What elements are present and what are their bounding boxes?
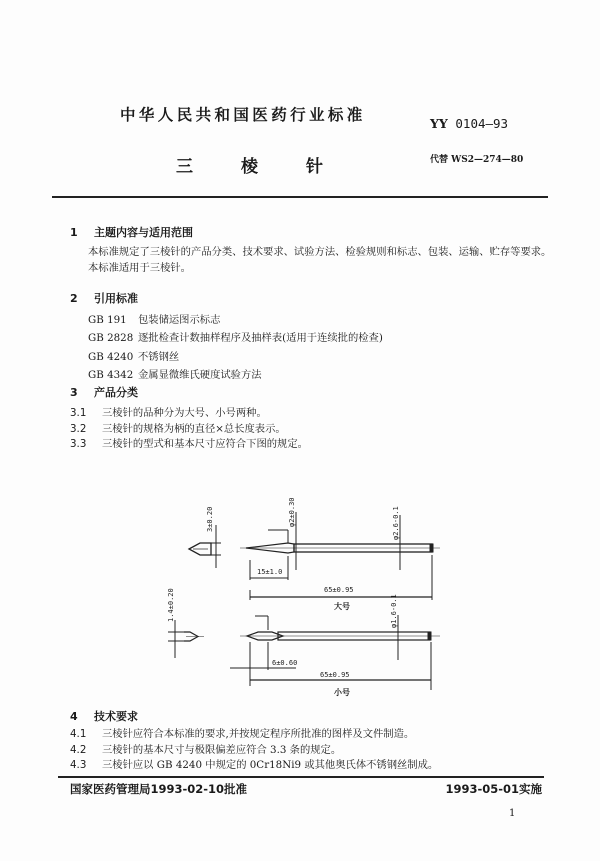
- approval-date: 国家医药管理局1993-02-10批准: [70, 782, 248, 796]
- section-number: 4: [70, 710, 78, 723]
- section-4-items: [70, 727, 438, 774]
- clause-text: 三棱针应符合本标准的要求,并按规定程序所批准的图样及文件制造。: [102, 728, 415, 740]
- large-tip-dim-label: 3±0.20: [206, 506, 214, 532]
- title-char: 棱: [241, 157, 258, 177]
- clause-text: 三棱针的规格为柄的直径×总长度表示。: [102, 422, 286, 435]
- paragraph: 本标准规定了三棱针的产品分类、技术要求、试验方法、检验规则和标志、包装、运输、贮存等要求。: [88, 246, 552, 258]
- small-shank-dia-label: φ1.6-0.1: [390, 594, 398, 628]
- page-number: 1: [509, 808, 516, 819]
- clause-number: 3.2: [70, 422, 87, 435]
- section-title: 产品分类: [94, 386, 138, 399]
- title-char: 三: [176, 157, 193, 177]
- clause-item: [70, 758, 438, 774]
- reference-name: 不锈钢丝: [138, 350, 180, 363]
- clause-number: 4.3: [70, 759, 87, 771]
- reference-name: 金属显微维氏硬度试验方法: [138, 368, 262, 381]
- large-size-label: 大号: [334, 602, 350, 611]
- section-number: 3: [70, 386, 78, 399]
- reference-name: 包装储运图示标志: [138, 314, 221, 326]
- clause-text: 三棱针的基本尺寸与极限偏差应符合 3.3 条的规定。: [102, 743, 342, 756]
- large-taper-dia-label: φ2±0.30: [288, 497, 296, 527]
- clause-number: 3.1: [70, 407, 87, 419]
- clause-number: 4.2: [70, 743, 87, 756]
- large-total-length-label: 65±0.95: [324, 586, 354, 594]
- section-title: 技术要求: [94, 710, 138, 723]
- section-number: 2: [70, 292, 78, 305]
- section-title: 主题内容与适用范围: [94, 226, 193, 239]
- large-shank-dia-label: φ2.6-0.1: [392, 506, 400, 540]
- small-needle-end-view: [168, 620, 204, 658]
- section-4-heading: [70, 708, 138, 724]
- clause-number: 4.1: [70, 728, 87, 740]
- clause-item: [70, 727, 438, 743]
- small-tip-length-label: 6±0.60: [272, 659, 298, 667]
- standard-code: 0104—93: [455, 116, 509, 131]
- small-tip-dim-label: 1.4±0.20: [167, 588, 175, 622]
- reference-code: GB 4342: [88, 368, 134, 381]
- clause-text: 三棱针的品种分为大号、小号两种。: [102, 407, 267, 419]
- issuing-authority-title: 中华人民共和国医药行业标准: [120, 106, 366, 124]
- footer-divider: [58, 776, 544, 778]
- large-tip-length-label: 15±1.0: [257, 568, 283, 576]
- effective-date: 1993-05-01实施: [445, 782, 542, 796]
- replaces-standard: 代替 WS2—274—80: [430, 155, 524, 165]
- paragraph: 本标准适用于三棱针。: [88, 262, 191, 274]
- clause-item: [70, 743, 438, 759]
- reference-code: GB 2828: [88, 332, 134, 345]
- section-number: 1: [70, 226, 78, 239]
- small-size-label: 小号: [334, 688, 350, 697]
- reference-code: GB 191: [88, 314, 127, 326]
- clause-text: 三棱针的型式和基本尺寸应符合下图的规定。: [102, 438, 308, 450]
- title-char: 针: [306, 157, 323, 177]
- reference-name: 逐批检查计数抽样程序及抽样表(适用于连续批的检查): [138, 332, 383, 345]
- small-total-length-label: 65±0.95: [320, 671, 350, 679]
- large-needle-end-view: [189, 525, 221, 568]
- clause-number: 3.3: [70, 438, 87, 450]
- standard-prefix: YY: [430, 116, 448, 131]
- reference-code: GB 4240: [88, 350, 134, 363]
- section-title: 引用标准: [94, 292, 138, 305]
- clause-text: 三棱针应以 GB 4240 中规定的 0Cr18Ni9 或其他奥氏体不锈钢丝制成。: [102, 759, 439, 771]
